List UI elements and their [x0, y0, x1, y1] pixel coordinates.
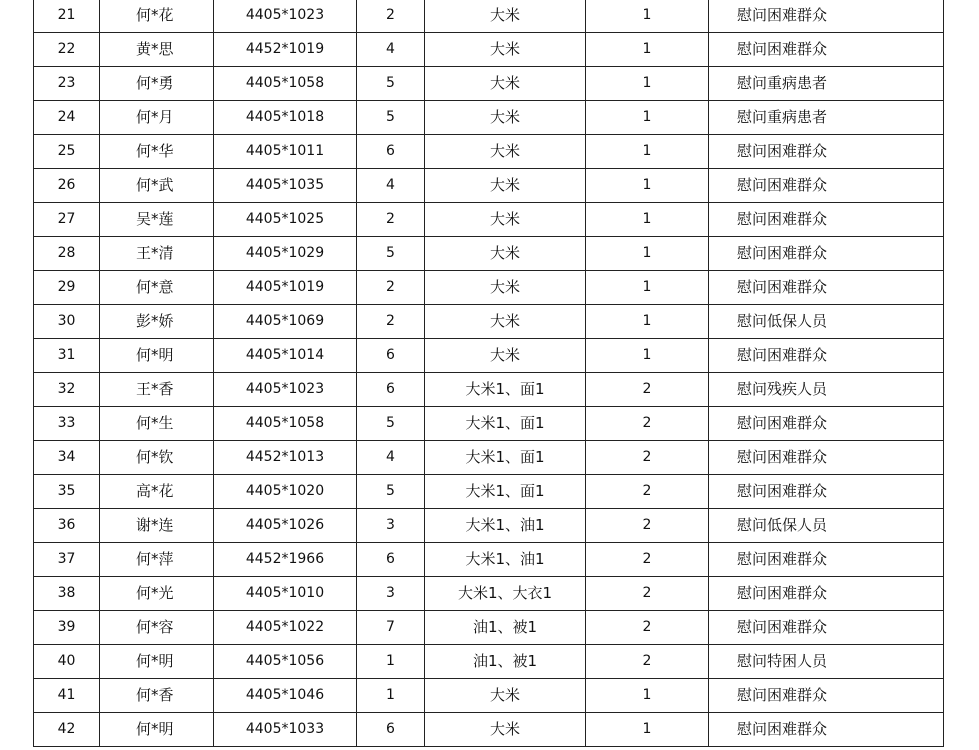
relief-reason-cell: 慰问困难群众 [709, 713, 944, 747]
relief-recipient-table [33, 0, 944, 747]
household-size-cell: 6 [357, 543, 425, 577]
recipient-name-cell: 何*香 [100, 679, 214, 713]
relief-reason-cell: 慰问困难群众 [709, 339, 944, 373]
table-row [34, 441, 944, 475]
table-row [34, 611, 944, 645]
recipient-name-cell: 何*生 [100, 407, 214, 441]
relief-items-cell: 大米 [425, 713, 586, 747]
id-number-cell: 4452*1019 [214, 33, 357, 67]
row-number-cell: 34 [34, 441, 100, 475]
table-row [34, 101, 944, 135]
row-number-cell: 26 [34, 169, 100, 203]
household-size-cell: 5 [357, 237, 425, 271]
recipient-name-cell: 何*容 [100, 611, 214, 645]
item-quantity-cell: 2 [586, 645, 709, 679]
id-number-cell: 4405*1058 [214, 67, 357, 101]
relief-reason-cell: 慰问重病患者 [709, 101, 944, 135]
household-size-cell: 5 [357, 407, 425, 441]
relief-reason-cell: 慰问低保人员 [709, 305, 944, 339]
recipient-name-cell: 何*武 [100, 169, 214, 203]
item-quantity-cell: 1 [586, 679, 709, 713]
relief-reason-cell: 慰问低保人员 [709, 509, 944, 543]
household-size-cell: 4 [357, 169, 425, 203]
relief-reason-cell: 慰问困难群众 [709, 611, 944, 645]
household-size-cell: 5 [357, 475, 425, 509]
item-quantity-cell: 1 [586, 169, 709, 203]
table-row [34, 543, 944, 577]
recipient-name-cell: 吴*莲 [100, 203, 214, 237]
row-number-cell: 35 [34, 475, 100, 509]
household-size-cell: 5 [357, 67, 425, 101]
table-row [34, 169, 944, 203]
id-number-cell: 4405*1056 [214, 645, 357, 679]
item-quantity-cell: 2 [586, 543, 709, 577]
row-number-cell: 41 [34, 679, 100, 713]
household-size-cell: 4 [357, 441, 425, 475]
household-size-cell: 7 [357, 611, 425, 645]
table-row [34, 271, 944, 305]
item-quantity-cell: 1 [586, 339, 709, 373]
table-row [34, 135, 944, 169]
id-number-cell: 4405*1022 [214, 611, 357, 645]
relief-items-cell: 大米 [425, 135, 586, 169]
household-size-cell: 6 [357, 339, 425, 373]
relief-items-cell: 大米 [425, 169, 586, 203]
table-row [34, 0, 944, 33]
id-number-cell: 4405*1019 [214, 271, 357, 305]
recipient-name-cell: 何*光 [100, 577, 214, 611]
household-size-cell: 2 [357, 305, 425, 339]
table-body [34, 0, 944, 747]
item-quantity-cell: 1 [586, 33, 709, 67]
id-number-cell: 4405*1023 [214, 373, 357, 407]
item-quantity-cell: 1 [586, 101, 709, 135]
row-number-cell: 22 [34, 33, 100, 67]
table-row [34, 679, 944, 713]
relief-items-cell: 大米1、油1 [425, 509, 586, 543]
table-row [34, 373, 944, 407]
relief-reason-cell: 慰问困难群众 [709, 543, 944, 577]
relief-reason-cell: 慰问困难群众 [709, 577, 944, 611]
table-row [34, 237, 944, 271]
table-row [34, 475, 944, 509]
household-size-cell: 6 [357, 713, 425, 747]
id-number-cell: 4405*1069 [214, 305, 357, 339]
id-number-cell: 4405*1033 [214, 713, 357, 747]
household-size-cell: 6 [357, 373, 425, 407]
item-quantity-cell: 1 [586, 0, 709, 33]
id-number-cell: 4405*1035 [214, 169, 357, 203]
relief-items-cell: 大米 [425, 271, 586, 305]
relief-items-cell: 大米 [425, 339, 586, 373]
household-size-cell: 6 [357, 135, 425, 169]
relief-reason-cell: 慰问困难群众 [709, 0, 944, 33]
relief-items-cell: 大米1、面1 [425, 373, 586, 407]
item-quantity-cell: 2 [586, 509, 709, 543]
recipient-name-cell: 谢*连 [100, 509, 214, 543]
relief-reason-cell: 慰问困难群众 [709, 135, 944, 169]
item-quantity-cell: 2 [586, 441, 709, 475]
row-number-cell: 33 [34, 407, 100, 441]
recipient-name-cell: 何*勇 [100, 67, 214, 101]
relief-reason-cell: 慰问困难群众 [709, 271, 944, 305]
recipient-name-cell: 何*明 [100, 645, 214, 679]
row-number-cell: 37 [34, 543, 100, 577]
item-quantity-cell: 2 [586, 373, 709, 407]
item-quantity-cell: 1 [586, 67, 709, 101]
id-number-cell: 4405*1010 [214, 577, 357, 611]
relief-items-cell: 大米 [425, 237, 586, 271]
relief-items-cell: 油1、被1 [425, 645, 586, 679]
id-number-cell: 4405*1026 [214, 509, 357, 543]
row-number-cell: 27 [34, 203, 100, 237]
table-row [34, 407, 944, 441]
id-number-cell: 4405*1014 [214, 339, 357, 373]
table-row [34, 645, 944, 679]
row-number-cell: 28 [34, 237, 100, 271]
recipient-name-cell: 何*意 [100, 271, 214, 305]
item-quantity-cell: 2 [586, 577, 709, 611]
relief-reason-cell: 慰问重病患者 [709, 67, 944, 101]
item-quantity-cell: 1 [586, 271, 709, 305]
relief-table-container [33, 0, 943, 747]
relief-items-cell: 大米 [425, 101, 586, 135]
item-quantity-cell: 2 [586, 475, 709, 509]
id-number-cell: 4405*1025 [214, 203, 357, 237]
row-number-cell: 36 [34, 509, 100, 543]
relief-items-cell: 大米 [425, 67, 586, 101]
id-number-cell: 4405*1029 [214, 237, 357, 271]
id-number-cell: 4405*1046 [214, 679, 357, 713]
relief-reason-cell: 慰问残疾人员 [709, 373, 944, 407]
item-quantity-cell: 1 [586, 713, 709, 747]
household-size-cell: 3 [357, 577, 425, 611]
household-size-cell: 1 [357, 679, 425, 713]
row-number-cell: 21 [34, 0, 100, 33]
household-size-cell: 2 [357, 0, 425, 33]
id-number-cell: 4452*1013 [214, 441, 357, 475]
row-number-cell: 30 [34, 305, 100, 339]
id-number-cell: 4405*1011 [214, 135, 357, 169]
item-quantity-cell: 1 [586, 237, 709, 271]
recipient-name-cell: 何*明 [100, 339, 214, 373]
table-row [34, 509, 944, 543]
recipient-name-cell: 何*明 [100, 713, 214, 747]
row-number-cell: 29 [34, 271, 100, 305]
recipient-name-cell: 彭*娇 [100, 305, 214, 339]
row-number-cell: 24 [34, 101, 100, 135]
table-row [34, 203, 944, 237]
relief-items-cell: 大米1、油1 [425, 543, 586, 577]
relief-items-cell: 大米 [425, 0, 586, 33]
table-row [34, 305, 944, 339]
relief-reason-cell: 慰问困难群众 [709, 169, 944, 203]
relief-reason-cell: 慰问困难群众 [709, 33, 944, 67]
row-number-cell: 25 [34, 135, 100, 169]
household-size-cell: 5 [357, 101, 425, 135]
item-quantity-cell: 1 [586, 135, 709, 169]
household-size-cell: 3 [357, 509, 425, 543]
row-number-cell: 39 [34, 611, 100, 645]
recipient-name-cell: 高*花 [100, 475, 214, 509]
table-row [34, 339, 944, 373]
recipient-name-cell: 何*华 [100, 135, 214, 169]
relief-items-cell: 大米 [425, 203, 586, 237]
id-number-cell: 4452*1966 [214, 543, 357, 577]
relief-items-cell: 大米1、大衣1 [425, 577, 586, 611]
relief-items-cell: 油1、被1 [425, 611, 586, 645]
table-row [34, 577, 944, 611]
id-number-cell: 4405*1058 [214, 407, 357, 441]
item-quantity-cell: 1 [586, 305, 709, 339]
id-number-cell: 4405*1018 [214, 101, 357, 135]
household-size-cell: 4 [357, 33, 425, 67]
recipient-name-cell: 何*萍 [100, 543, 214, 577]
item-quantity-cell: 2 [586, 407, 709, 441]
relief-reason-cell: 慰问困难群众 [709, 237, 944, 271]
recipient-name-cell: 黄*思 [100, 33, 214, 67]
row-number-cell: 40 [34, 645, 100, 679]
recipient-name-cell: 何*月 [100, 101, 214, 135]
row-number-cell: 42 [34, 713, 100, 747]
recipient-name-cell: 王*清 [100, 237, 214, 271]
relief-reason-cell: 慰问困难群众 [709, 407, 944, 441]
household-size-cell: 2 [357, 271, 425, 305]
recipient-name-cell: 何*钦 [100, 441, 214, 475]
household-size-cell: 1 [357, 645, 425, 679]
table-row [34, 67, 944, 101]
relief-reason-cell: 慰问困难群众 [709, 679, 944, 713]
id-number-cell: 4405*1020 [214, 475, 357, 509]
relief-reason-cell: 慰问特困人员 [709, 645, 944, 679]
item-quantity-cell: 1 [586, 203, 709, 237]
relief-items-cell: 大米1、面1 [425, 441, 586, 475]
household-size-cell: 2 [357, 203, 425, 237]
relief-reason-cell: 慰问困难群众 [709, 203, 944, 237]
item-quantity-cell: 2 [586, 611, 709, 645]
relief-items-cell: 大米1、面1 [425, 475, 586, 509]
row-number-cell: 23 [34, 67, 100, 101]
relief-reason-cell: 慰问困难群众 [709, 441, 944, 475]
row-number-cell: 31 [34, 339, 100, 373]
id-number-cell: 4405*1023 [214, 0, 357, 33]
relief-reason-cell: 慰问困难群众 [709, 475, 944, 509]
relief-items-cell: 大米 [425, 33, 586, 67]
table-row [34, 713, 944, 747]
recipient-name-cell: 王*香 [100, 373, 214, 407]
recipient-name-cell: 何*花 [100, 0, 214, 33]
relief-items-cell: 大米 [425, 679, 586, 713]
row-number-cell: 38 [34, 577, 100, 611]
relief-items-cell: 大米 [425, 305, 586, 339]
relief-items-cell: 大米1、面1 [425, 407, 586, 441]
row-number-cell: 32 [34, 373, 100, 407]
table-row [34, 33, 944, 67]
